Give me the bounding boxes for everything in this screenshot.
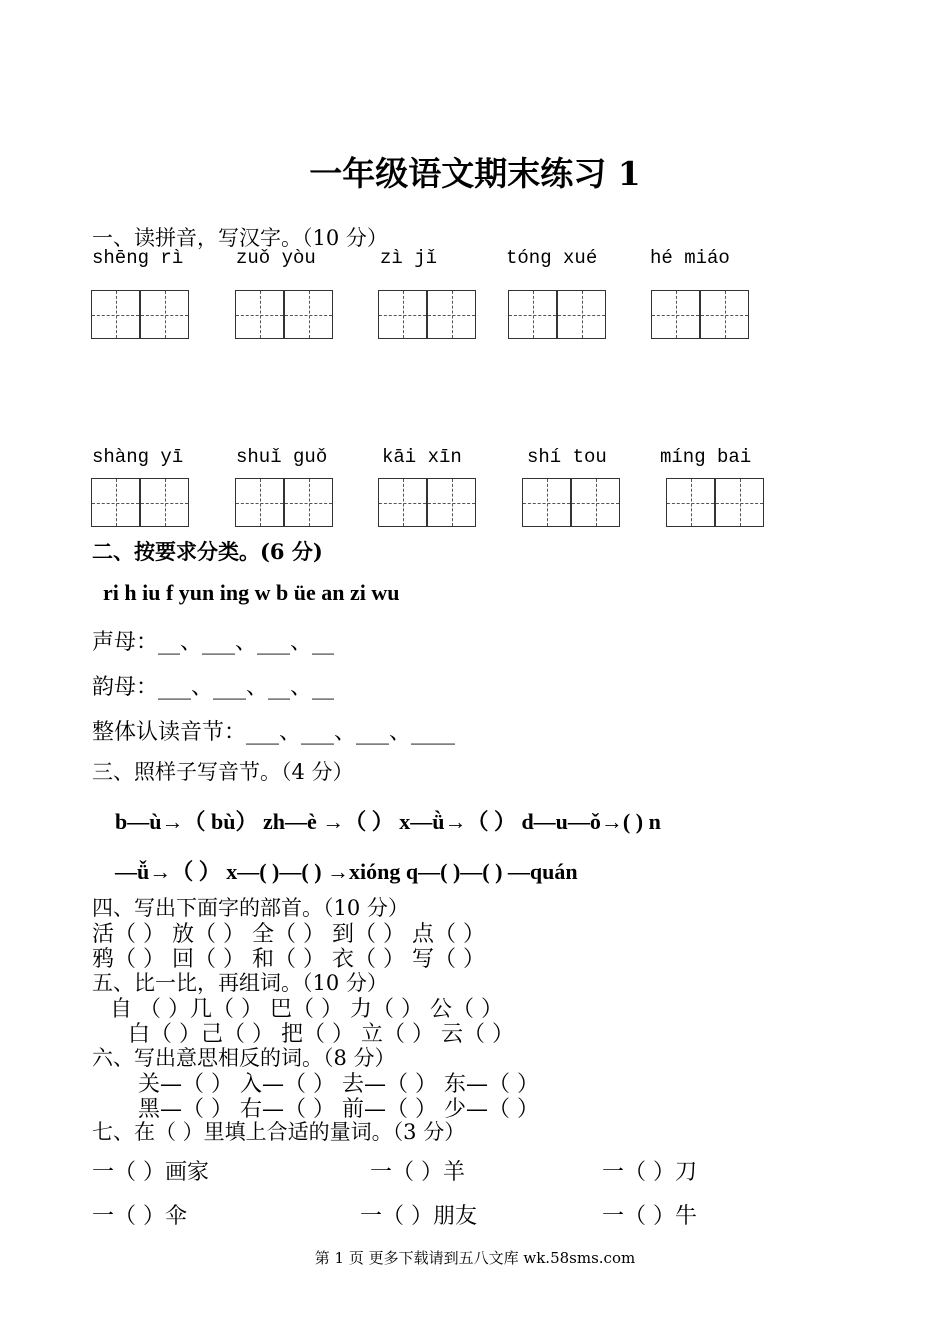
writing-box[interactable] xyxy=(557,290,606,339)
writing-box[interactable] xyxy=(427,478,476,527)
writing-box[interactable] xyxy=(427,290,476,339)
writing-box[interactable] xyxy=(571,478,620,527)
writing-box[interactable] xyxy=(235,478,284,527)
measure-item[interactable]: 一（ ）画家 xyxy=(92,1160,209,1185)
pinyin-1-3: zì jǐ xyxy=(380,247,438,269)
section-3-heading: 三、照样子写音节。（4 分） xyxy=(92,760,354,784)
writing-box[interactable] xyxy=(91,290,140,339)
measure-item[interactable]: 一（ ）朋友 xyxy=(360,1204,477,1229)
section-5-heading: 五、比一比，再组词。（10 分） xyxy=(92,971,388,995)
writing-box[interactable] xyxy=(508,290,557,339)
measure-item[interactable]: 一（ ）羊 xyxy=(370,1160,465,1185)
pinyin-2-5: míng bai xyxy=(660,446,752,468)
writing-box[interactable] xyxy=(522,478,571,527)
yunmu-line[interactable]: 韵母：___、___、__、__ xyxy=(92,675,335,700)
radical-line-1[interactable]: 活（ ） 放（ ） 全（ ） 到（ ） 点（ ） xyxy=(92,922,485,947)
letters-list: ri h iu f yun ing w b üe an zi wu xyxy=(103,580,400,605)
pinyin-2-1: shàng yī xyxy=(92,446,184,468)
writing-box[interactable] xyxy=(140,478,189,527)
section-2-heading: 二、按要求分类。(6 分) xyxy=(92,539,323,564)
compare-line-2[interactable]: 白（ ）己（ ） 把（ ） 立（ ） 云（ ） xyxy=(128,1022,514,1047)
zhengti-line[interactable]: 整体认读音节：___、___、___、____ xyxy=(92,720,456,745)
writing-box[interactable] xyxy=(700,290,749,339)
pinyin-2-3: kāi xīn xyxy=(382,446,462,468)
writing-box[interactable] xyxy=(378,290,427,339)
section-7-heading: 七、在（ ）里填上合适的量词。（3 分） xyxy=(92,1120,466,1144)
pinyin-1-5: hé miáo xyxy=(650,247,730,269)
measure-item[interactable]: 一（ ）伞 xyxy=(92,1204,187,1229)
writing-box[interactable] xyxy=(284,290,333,339)
section-4-heading: 四、写出下面字的部首。（10 分） xyxy=(92,896,409,920)
compare-line-1[interactable]: 自 （ ）几（ ） 巴（ ） 力（ ） 公（ ） xyxy=(110,997,503,1022)
section-1-heading: 一、读拼音，写汉字。（10 分） xyxy=(92,226,388,250)
writing-box[interactable] xyxy=(235,290,284,339)
section-6-heading: 六、写出意思相反的词。（8 分） xyxy=(92,1046,396,1070)
pinyin-1-1: shēng rì xyxy=(92,247,184,269)
writing-box[interactable] xyxy=(715,478,764,527)
page-title: 一年级语文期末练习 1 xyxy=(309,154,641,193)
writing-box[interactable] xyxy=(284,478,333,527)
pinyin-1-2: zuǒ yòu xyxy=(236,247,316,269)
measure-item[interactable]: 一（ ）刀 xyxy=(602,1160,697,1185)
measure-item[interactable]: 一（ ）牛 xyxy=(602,1204,697,1229)
antonym-line-2[interactable]: 黑—（ ） 右—（ ） 前—（ ） 少—（ ） xyxy=(138,1097,539,1122)
writing-box[interactable] xyxy=(666,478,715,527)
antonym-line-1[interactable]: 关—（ ） 入—（ ） 去—（ ） 东—（ ） xyxy=(138,1072,539,1097)
writing-box[interactable] xyxy=(140,290,189,339)
pinyin-2-2: shuǐ guǒ xyxy=(236,446,328,468)
syllable-line-2[interactable]: —ǚ→（ ） x—( )—( ) →xióng q—( )—( ) —quán xyxy=(115,859,578,884)
writing-box[interactable] xyxy=(91,478,140,527)
page-footer: 第 1 页 更多下载请到五八文库 wk.58sms.com xyxy=(314,1249,636,1267)
writing-box[interactable] xyxy=(378,478,427,527)
writing-box[interactable] xyxy=(651,290,700,339)
shengmu-line[interactable]: 声母：__、___、___、__ xyxy=(92,630,335,655)
pinyin-2-4: shí tou xyxy=(527,446,607,468)
syllable-line-1[interactable]: b—ù→（ bù） zh—è →（ ） x—ǜ→（ ） d—u—ǒ→( ) n xyxy=(115,809,661,834)
pinyin-1-4: tóng xué xyxy=(506,247,598,269)
radical-line-2[interactable]: 鸦（ ） 回（ ） 和（ ） 衣（ ） 写（ ） xyxy=(92,947,485,972)
